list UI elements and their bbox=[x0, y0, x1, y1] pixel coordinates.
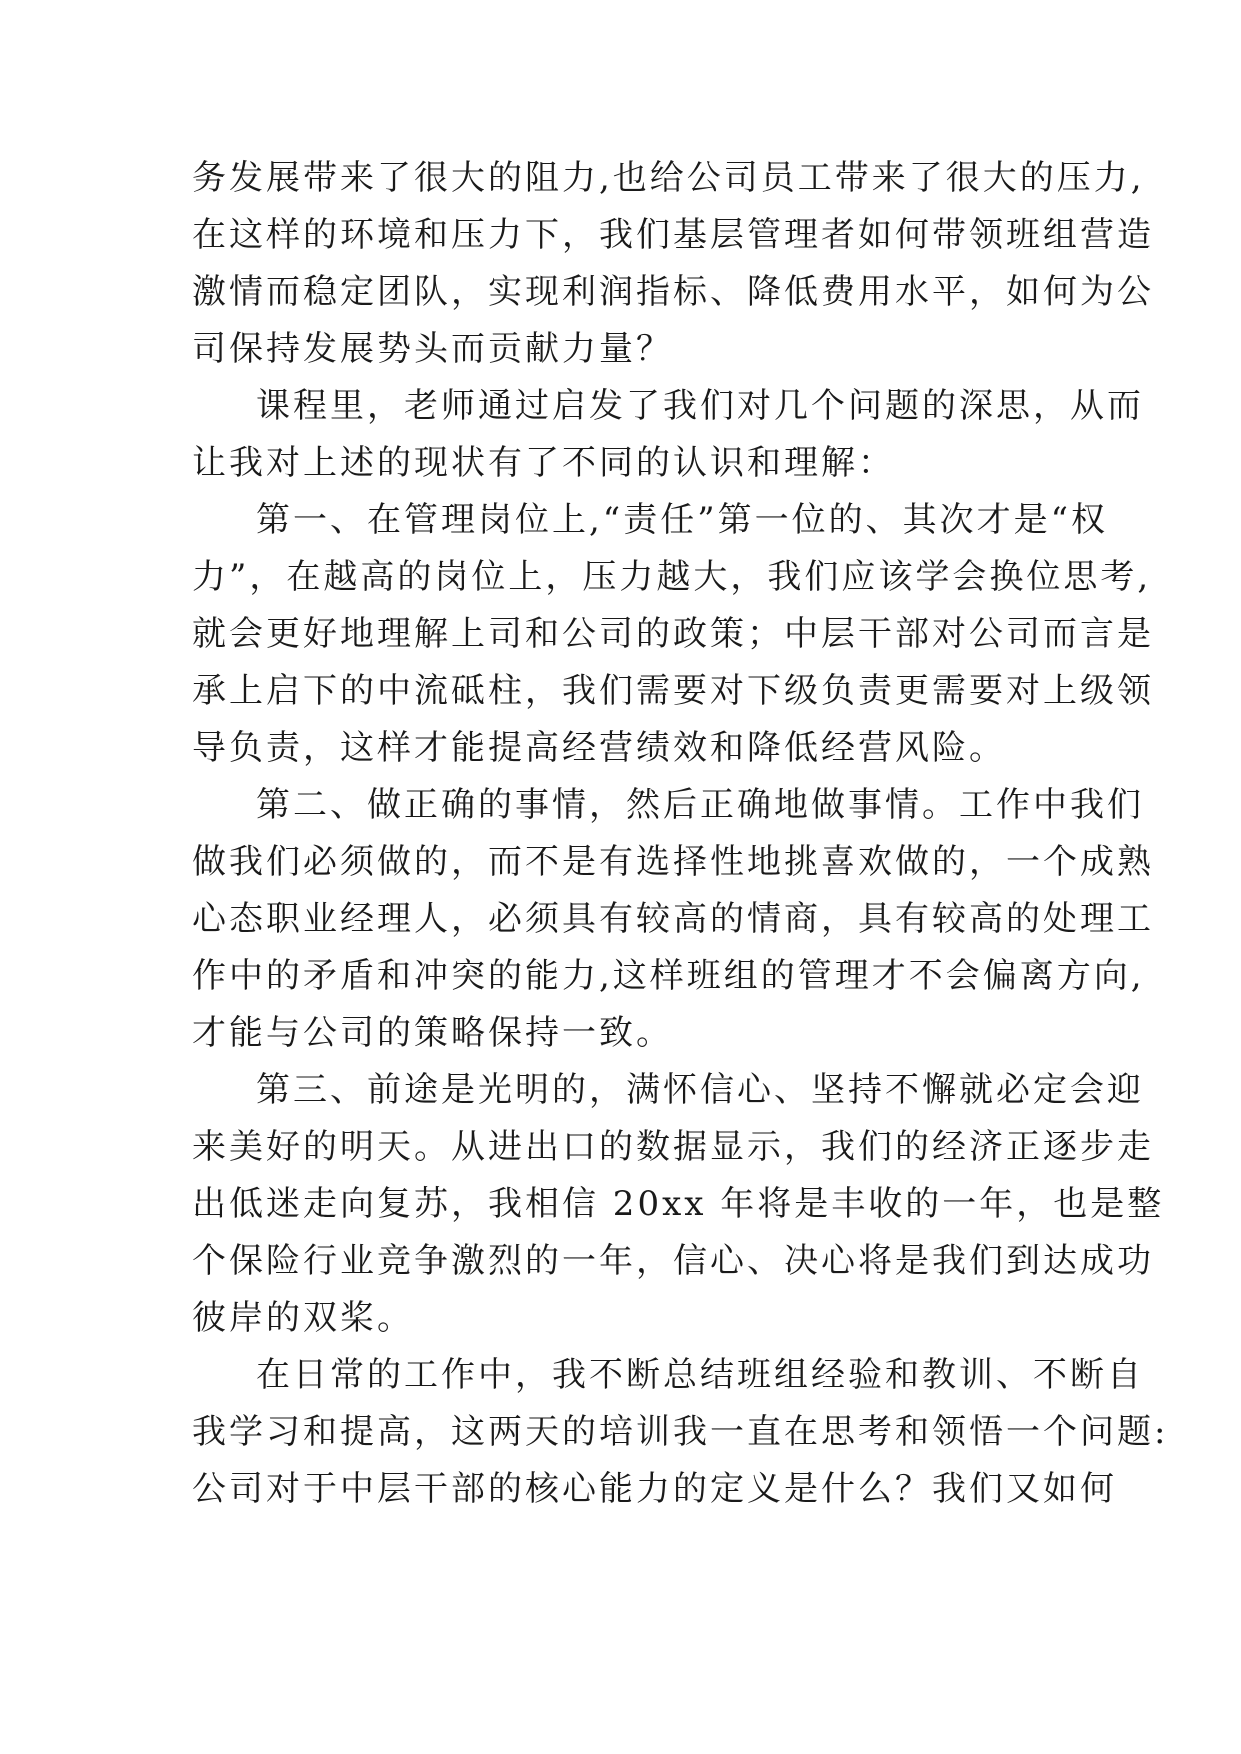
text-line: 来美好的明天。从进出口的数据显示，我们的经济正逐步走 bbox=[192, 1127, 1154, 1167]
text-line: 做我们必须做的，而不是有选择性地挑喜欢做的，一个成熟 bbox=[192, 842, 1154, 882]
text-line: 心态职业经理人，必须具有较高的情商，具有较高的处理工 bbox=[192, 899, 1154, 939]
document-body bbox=[192, 150, 1169, 1518]
text-line: 才能与公司的策略保持一致。 bbox=[192, 1013, 673, 1053]
text-line: 彼岸的双桨。 bbox=[192, 1298, 414, 1338]
text-line: 就会更好地理解上司和公司的政策；中层干部对公司而言是 bbox=[192, 614, 1154, 654]
text-line: 第三、前途是光明的，满怀信心、坚持不懈就必定会迎 bbox=[256, 1070, 1144, 1110]
paragraph bbox=[192, 378, 1144, 492]
text-line: 第二、做正确的事情，然后正确地做事情。工作中我们 bbox=[256, 785, 1144, 825]
text-line: 公司对于中层干部的核心能力的定义是什么？我们又如何 bbox=[192, 1469, 1117, 1509]
text-line: 导负责，这样才能提高经营绩效和降低经营风险。 bbox=[192, 728, 1006, 768]
text-line: 课程里，老师通过启发了我们对几个问题的深思，从而 bbox=[256, 386, 1144, 426]
text-line: 务发展带来了很大的阻力,也给公司员工带来了很大的压力, bbox=[192, 158, 1145, 198]
paragraph bbox=[192, 1062, 1165, 1347]
paragraph bbox=[192, 1347, 1169, 1518]
text-line: 激情而稳定团队，实现利润指标、降低费用水平，如何为公 bbox=[192, 272, 1154, 312]
text-line: 我学习和提高，这两天的培训我一直在思考和领悟一个问题: bbox=[192, 1412, 1169, 1452]
text-line: 第一、在管理岗位上,“责任”第一位的、其次才是“权 bbox=[256, 500, 1108, 540]
paragraph bbox=[192, 492, 1154, 777]
text-line: 出低迷走向复苏，我相信 20xx 年将是丰收的一年，也是整 bbox=[192, 1184, 1165, 1224]
text-line: 在这样的环境和压力下，我们基层管理者如何带领班组营造 bbox=[192, 215, 1154, 255]
text-line: 司保持发展势头而贡献力量？ bbox=[192, 329, 673, 369]
text-line: 作中的矛盾和冲突的能力,这样班组的管理才不会偏离方向, bbox=[192, 956, 1145, 996]
text-line: 承上启下的中流砥柱，我们需要对下级负责更需要对上级领 bbox=[192, 671, 1154, 711]
text-line: 个保险行业竞争激烈的一年，信心、决心将是我们到达成功 bbox=[192, 1241, 1154, 1281]
paragraph bbox=[192, 150, 1154, 378]
paragraph bbox=[192, 777, 1154, 1062]
text-line: 让我对上述的现状有了不同的认识和理解： bbox=[192, 443, 895, 483]
text-line: 力”，在越高的岗位上，压力越大，我们应该学会换位思考, bbox=[192, 557, 1152, 597]
text-line: 在日常的工作中，我不断总结班组经验和教训、不断自 bbox=[256, 1355, 1144, 1395]
